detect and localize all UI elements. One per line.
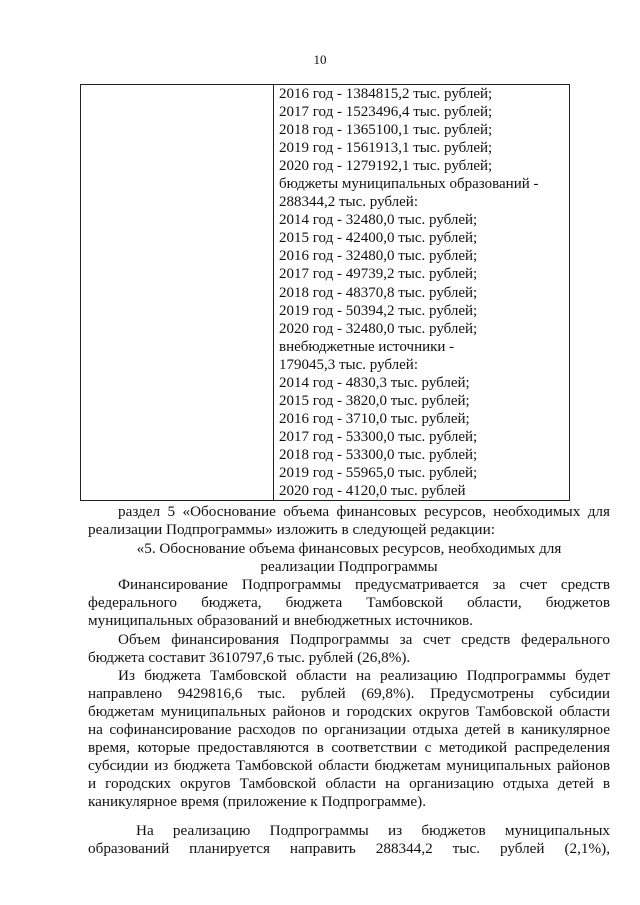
table-cell-empty — [81, 85, 274, 501]
paragraph-municipal — [88, 822, 610, 858]
funding-line: 2019 год - 1561913,1 тыс. рублей; — [279, 140, 493, 157]
text-line: раздел 5 «Обоснование объема финансовых ресурсов, необходимых для — [118, 503, 610, 520]
text-line: муниципальных образований и внебюджетных источников. — [88, 612, 473, 629]
text-line: Объем финансирования Подпрограммы за счет средств федерального — [118, 631, 610, 648]
paragraph-financing — [88, 576, 610, 630]
funding-line: 2020 год - 32480,0 тыс. рублей; — [279, 320, 478, 337]
text-line: Из бюджета Тамбовской области на реализацию Подпрограммы будет — [118, 667, 610, 684]
text-line: время, которые предоставляются в соответствии с методикой распределения — [88, 739, 610, 756]
funding-line: 2016 год - 1384815,2 тыс. рублей; — [279, 86, 493, 102]
funding-line: 2017 год - 53300,0 тыс. рублей; — [279, 428, 478, 445]
funding-line: 2014 год - 32480,0 тыс. рублей; — [279, 212, 478, 229]
paragraph-federal — [88, 631, 610, 667]
funding-line: 2015 год - 3820,0 тыс. рублей; — [279, 392, 470, 409]
section-heading — [88, 540, 610, 576]
text-line: реализации Подпрограммы» изложить в следующей редакции: — [88, 521, 495, 538]
text-line: направлено 9429816,6 тыс. рублей (69,8%). Предусмотрены субсидии — [88, 685, 610, 702]
funding-line: 2017 год - 49739,2 тыс. рублей; — [279, 266, 478, 283]
text-line: субсидии из бюджета Тамбовской области бюджетам муниципальных районов — [88, 757, 610, 774]
section-intro — [88, 503, 610, 539]
table-cell-funding — [274, 85, 570, 501]
funding-line: 179045,3 тыс. рублей: — [279, 356, 418, 373]
text-line: Финансирование Подпрограммы предусматривается за счет средств — [118, 576, 610, 593]
paragraph-regional — [88, 667, 610, 811]
heading-line: реализации Подпрограммы — [260, 558, 438, 575]
funding-line: 2016 год - 32480,0 тыс. рублей; — [279, 248, 478, 265]
text-line: бюджетам муниципальных районов и городских округов Тамбовской области — [88, 703, 610, 720]
funding-line: 2018 год - 48370,8 тыс. рублей; — [279, 284, 478, 301]
text-line: каникулярное время (приложение к Подпрограмме). — [88, 793, 426, 810]
funding-line: 2020 год - 4120,0 тыс. рублей — [279, 483, 466, 500]
funding-table — [80, 84, 570, 501]
funding-line: 2019 год - 55965,0 тыс. рублей; — [279, 464, 478, 481]
funding-line: 2014 год - 4830,3 тыс. рублей; — [279, 374, 470, 391]
text-line: и городских округов Тамбовской области на организацию отдыха детей в — [88, 775, 610, 792]
funding-line: 2015 год - 42400,0 тыс. рублей; — [279, 230, 478, 247]
text-line: бюджета составит 3610797,6 тыс. рублей (26,8%). — [88, 649, 411, 666]
funding-line: 288344,2 тыс. рублей: — [279, 194, 418, 211]
text-line: федерального бюджета, бюджета Тамбовской области, бюджетов — [88, 594, 610, 611]
funding-line: 2018 год - 53300,0 тыс. рублей; — [279, 446, 478, 463]
funding-line: 2020 год - 1279192,1 тыс. рублей; — [279, 158, 493, 175]
funding-line: 2017 год - 1523496,4 тыс. рублей; — [279, 104, 493, 121]
funding-line: 2018 год - 1365100,1 тыс. рублей; — [279, 122, 493, 139]
text-line: образований планируется направить 288344,2 тыс. рублей (2,1%), — [88, 840, 610, 857]
text-line: на софинансирование расходов по организации отдыха детей в каникулярное — [88, 721, 610, 738]
text-line: На реализацию Подпрограммы из бюджетов муниципальных — [136, 822, 610, 839]
funding-line: 2016 год - 3710,0 тыс. рублей; — [279, 410, 470, 427]
table-row — [81, 85, 570, 501]
funding-line: внебюджетные источники - — [279, 338, 455, 355]
heading-line: «5. Обоснование объема финансовых ресурсов, необходимых для — [136, 540, 562, 557]
funding-line: бюджеты муниципальных образований - — [279, 176, 539, 193]
page-number: 10 — [313, 52, 327, 67]
funding-line: 2019 год - 50394,2 тыс. рублей; — [279, 302, 478, 319]
